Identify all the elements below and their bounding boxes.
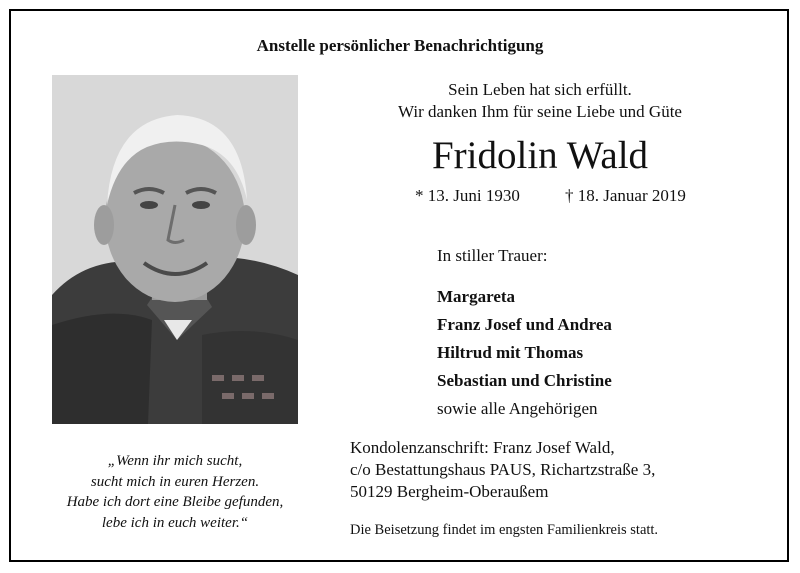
address-line: Kondolenzanschrift: Franz Josef Wald,: [350, 438, 615, 457]
family-list: [437, 283, 612, 423]
quote-line: „Wenn ihr mich sucht,: [107, 453, 243, 469]
burial-note: Die Beisetzung findet im engsten Familienkreis statt.: [350, 522, 659, 538]
notice-header: Anstelle persönlicher Benachrichtigung: [256, 36, 544, 55]
quote-line: lebe ich in euch weiter.“: [101, 514, 249, 531]
address-line: c/o Bestattungshaus PAUS, Richartzstraße 3,: [350, 460, 656, 479]
motto: [355, 79, 725, 123]
family-member: Hiltrud mit Thomas: [437, 343, 584, 362]
condolence-address: [350, 437, 655, 503]
quote-line: sucht mich in euren Herzen.: [90, 473, 260, 490]
family-member: Franz Josef und Andrea: [437, 315, 612, 334]
motto-line: Sein Leben hat sich erfüllt.: [448, 80, 632, 99]
family-member: Sebastian und Christine: [437, 371, 612, 390]
family-member: Margareta: [437, 287, 516, 306]
memorial-quote: [30, 451, 320, 533]
quote-line: Habe ich dort eine Bleibe gefunden,: [66, 494, 284, 510]
mourning-intro: In stiller Trauer:: [437, 246, 548, 265]
portrait-photo: [52, 75, 298, 424]
birth-date: * 13. Juni 1930: [415, 186, 520, 205]
address-line: 50129 Bergheim-Oberaußem: [350, 482, 549, 501]
other-relatives: sowie alle Angehörigen: [437, 399, 598, 418]
motto-line: Wir danken Ihm für seine Liebe und Güte: [398, 102, 682, 121]
death-date: † 18. Januar 2019: [565, 186, 686, 205]
deceased-name: Fridolin Wald: [431, 134, 649, 177]
